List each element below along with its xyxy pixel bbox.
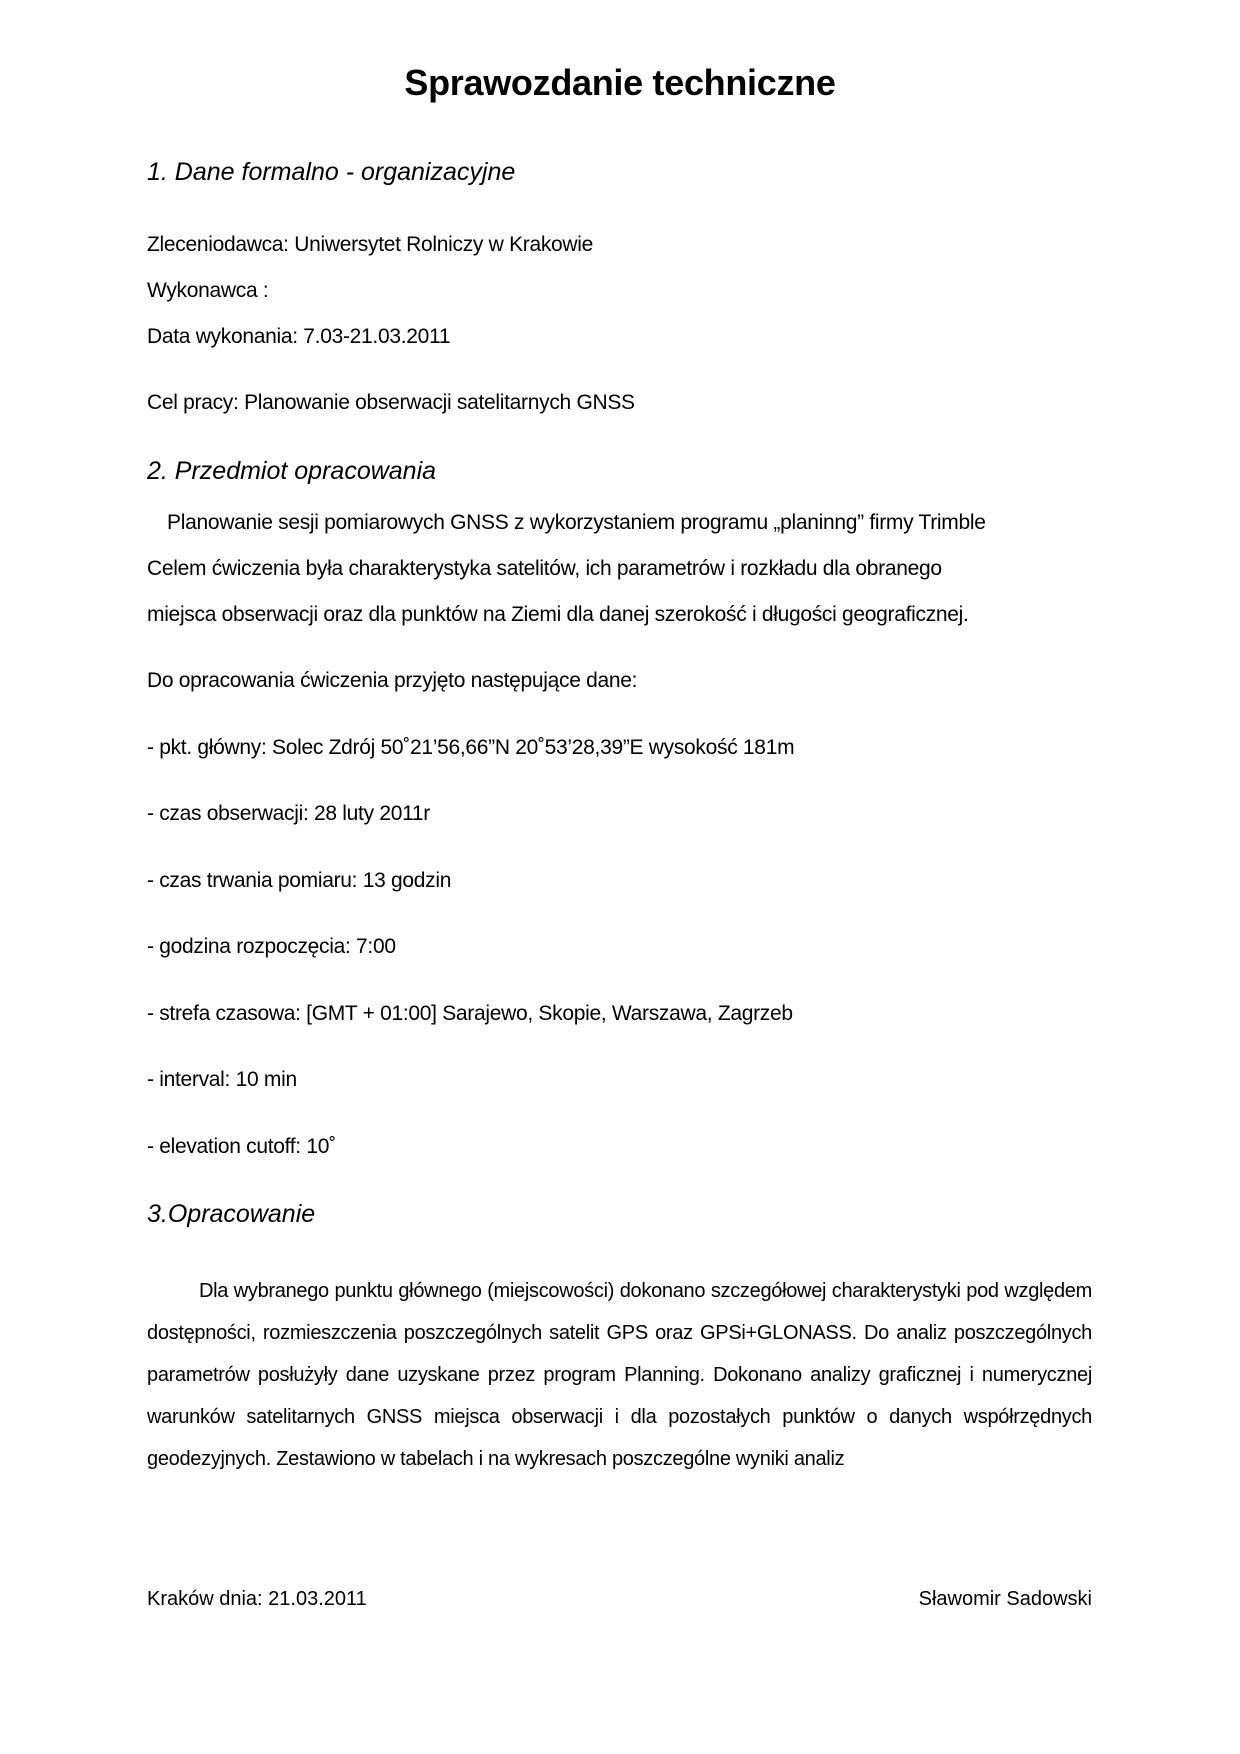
intro-line-2: Celem ćwiczenia była charakterystyka satelitów, ich parametrów i rozkładu dla obranego xyxy=(147,557,942,580)
data-item-elevation-cutoff: - elevation cutoff: 10˚ xyxy=(147,1135,336,1158)
data-item-start-hour: - godzina rozpoczęcia: 7:00 xyxy=(147,935,396,958)
data-item-timezone: - strefa czasowa: [GMT + 01:00] Sarajewo, Skopie, Warszawa, Zagrzeb xyxy=(147,1002,793,1025)
section3-heading: 3.Opracowanie xyxy=(147,1200,316,1228)
intro-line-1: Planowanie sesji pomiarowych GNSS z wykorzystaniem programu „planinng” firmy Trimble xyxy=(167,511,986,534)
data-item-duration: - czas trwania pomiaru: 13 godzin xyxy=(147,869,452,892)
document-title: Sprawozdanie techniczne xyxy=(404,62,836,103)
footer-author: Sławomir Sadowski xyxy=(918,1588,1092,1610)
data-item-observation-time: - czas obserwacji: 28 luty 2011r xyxy=(147,802,430,825)
data-item-main-point: - pkt. główny: Solec Zdrój 50˚21’56,66”N 20˚53’28,39”E wysokość 181m xyxy=(147,736,795,759)
date-line: Data wykonania: 7.03-21.03.2011 xyxy=(147,325,451,348)
contractor-line: Wykonawca : xyxy=(147,279,269,302)
data-intro-line: Do opracowania ćwiczenia przyjęto następujące dane: xyxy=(147,669,638,692)
client-line: Zleceniodawca: Uniwersytet Rolniczy w Krakowie xyxy=(147,233,594,256)
goal-line: Cel pracy: Planowanie obserwacji satelitarnych GNSS xyxy=(147,391,635,414)
data-item-interval: - interval: 10 min xyxy=(147,1068,297,1091)
section2-heading: 2. Przedmiot opracowania xyxy=(147,457,437,485)
intro-line-3: miejsca obserwacji oraz dla punktów na Ziemi dla danej szerokość i długości geograficznej. xyxy=(147,603,969,626)
footer-place-date: Kraków dnia: 21.03.2011 xyxy=(147,1588,367,1610)
section3-paragraph: Dla wybranego punktu głównego (miejscowości) dokonano szczegółowej charakterystyki pod względem dostępności, rozmieszczenia poszczególnych satelit GPS oraz GPSi+GLONASS. Do analiz poszczególnych parametrów posłużyły dane uzyskane przez program Planning. Dokonano analizy graficznej i numerycznej warunków satelitarnych GNSS miejsca obserwacji i dla pozostałych punktów o danych współrzędnych geodezyjnych. Zestawiono w tabelach i na wykresach poszczególne wyniki analiz xyxy=(147,1280,1092,1470)
section1-heading: 1. Dane formalno - organizacyjne xyxy=(147,158,516,186)
